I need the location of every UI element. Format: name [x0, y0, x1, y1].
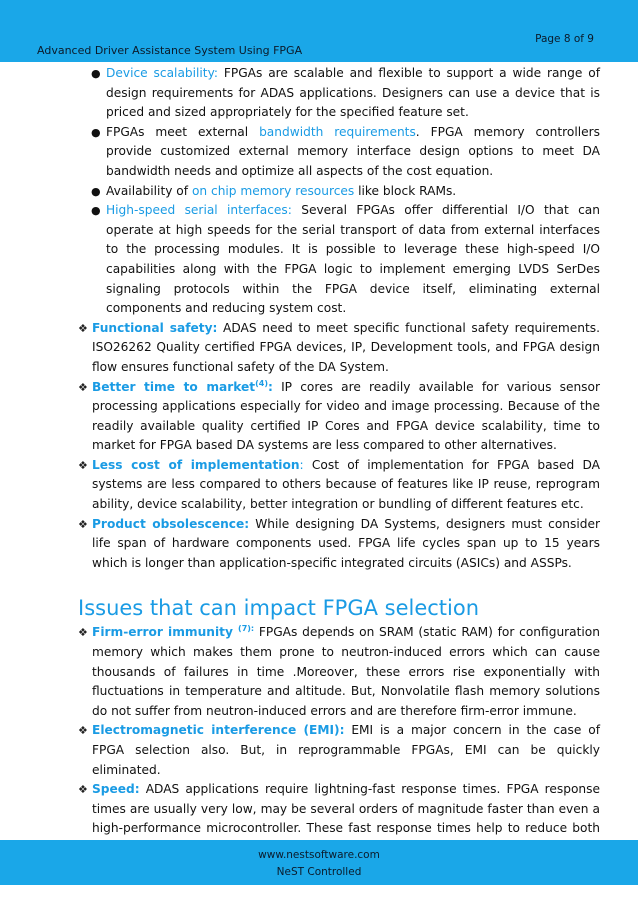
- footer-website-link[interactable]: www.nestsoftware.com: [258, 849, 380, 861]
- benefit-term: Functional safety:: [92, 320, 218, 335]
- bullet-icon: ●: [91, 184, 101, 198]
- bullet-term: High-speed serial interfaces:: [106, 203, 292, 218]
- benefit-term: Better time to market: [92, 379, 256, 394]
- sub-bullet-item: ● FPGAs meet external bandwidth requirements. FPGA memory controllers provide customized external memory interface design options to meet DA bandwidth needs and optimize all aspects of the cost equation.: [91, 124, 600, 178]
- bullet-term: Device scalability:: [106, 66, 219, 80]
- benefit-term: Less cost of implementation: [92, 457, 300, 472]
- bullet-icon: ●: [91, 67, 101, 80]
- page-number: Page 8 of 9: [535, 33, 594, 45]
- page-content: [0, 64, 638, 859]
- benefit-item: ❖ Product obsolescence: While designing DA Systems, designers must consider life span of hardware components used. FPGA life cycles span up to 15 years which is longer than application-specific integrated circuits (ASICs) and ASSPs.: [78, 516, 600, 570]
- bullet-icon: ●: [91, 204, 101, 218]
- diamond-bullet-icon: ❖: [78, 458, 88, 472]
- issue-term: Speed:: [92, 782, 140, 797]
- section-heading: Issues that can impact FPGA selection: [78, 596, 480, 621]
- issue-item: ❖ Electromagnetic interference (EMI): EMI is a major concern in the case of FPGA selection also. But, in reprogrammable FPGAs, EMI can be quickly eliminated.: [78, 723, 600, 777]
- footer-band: [0, 840, 638, 885]
- benefit-item: ❖ Less cost of implementation: Cost of implementation for FPGA based DA systems are less compared to others because of features like IP reuse, reprogram ability, device scalability, better integration or bundling of different features etc.: [78, 457, 600, 512]
- citation-reference: (7):: [238, 624, 255, 634]
- benefit-item: ❖ Better time to market$^{(4)}$: IP cores are readily available for various sensor processing applications especially for video and image processing. Because of the readily available quality certified IP Cores and FPGA device scalability, time to market for FPGA based DA systems are less compared to other alternatives.: [78, 378, 600, 453]
- issue-item: ❖ Speed: ADAS applications require lightning-fast response times. FPGA response times are usually very low, may be several orders of magnitude faster than even a high-performance microcontroller. These fast response times help to reduce both: [78, 782, 600, 836]
- diamond-bullet-icon: ❖: [78, 783, 88, 797]
- benefit-term: Product obsolescence:: [92, 516, 250, 531]
- sub-bullet-item: ● High-speed serial interfaces: Several FPGAs offer differential I/O that can operate at high speeds for the serial transport of data from external interfaces to the processing modules. It is possible to leverage these high-speed I/O capabilities along with the FPGA logic to implement emerging LVDS SerDes signaling protocols within the FPGA device itself, eliminating external components and reducing system cost.: [91, 203, 600, 316]
- diamond-bullet-icon: ❖: [78, 724, 88, 738]
- diamond-bullet-icon: ❖: [78, 626, 88, 640]
- diamond-bullet-icon: ❖: [78, 380, 88, 394]
- citation-reference: (4): [255, 378, 269, 388]
- bullet-icon: ●: [91, 125, 101, 139]
- sub-bullet-item: ● Availability of on chip memory resources like block RAMs.: [106, 182, 600, 202]
- sub-bullet-item: ● Device scalability: FPGAs are scalable and flexible to support a wide range of design requirements for ADAS applications. Designers can use a device that is priced and sized appropriately for the specified feature set.: [91, 66, 600, 120]
- document-title: Advanced Driver Assistance System Using FPGA: [37, 44, 303, 57]
- benefit-item: ❖ Functional safety: ADAS need to meet specific functional safety requirements. ISO26262 Quality certified FPGA devices, IP, Development tools, and FPGA design flow ensures functional safety of the DA System.: [78, 320, 601, 374]
- diamond-bullet-icon: ❖: [78, 517, 88, 531]
- issue-term: Firm-error immunity: [92, 625, 239, 640]
- diamond-bullet-icon: ❖: [78, 321, 88, 335]
- issue-term: Electromagnetic interference (EMI):: [92, 723, 345, 738]
- issue-item: ❖ Firm-error immunity $^{(7):}$ FPGAs depends on SRAM (static RAM) for configuration memory which makes them prone to neutron-induced errors which can cause thousands of failures in time .Moreover, these errors rise exponentially with fluctuations in temperature and altitude. But, Nonvolatile flash memory solutions do not suffer from neutron-induced errors and are therefore firm-error immune.: [78, 624, 600, 718]
- footer-organization: NeST Controlled: [276, 866, 362, 878]
- bullet-term: on chip memory resources: [191, 183, 355, 198]
- bullet-term: bandwidth requirements: [259, 124, 416, 139]
